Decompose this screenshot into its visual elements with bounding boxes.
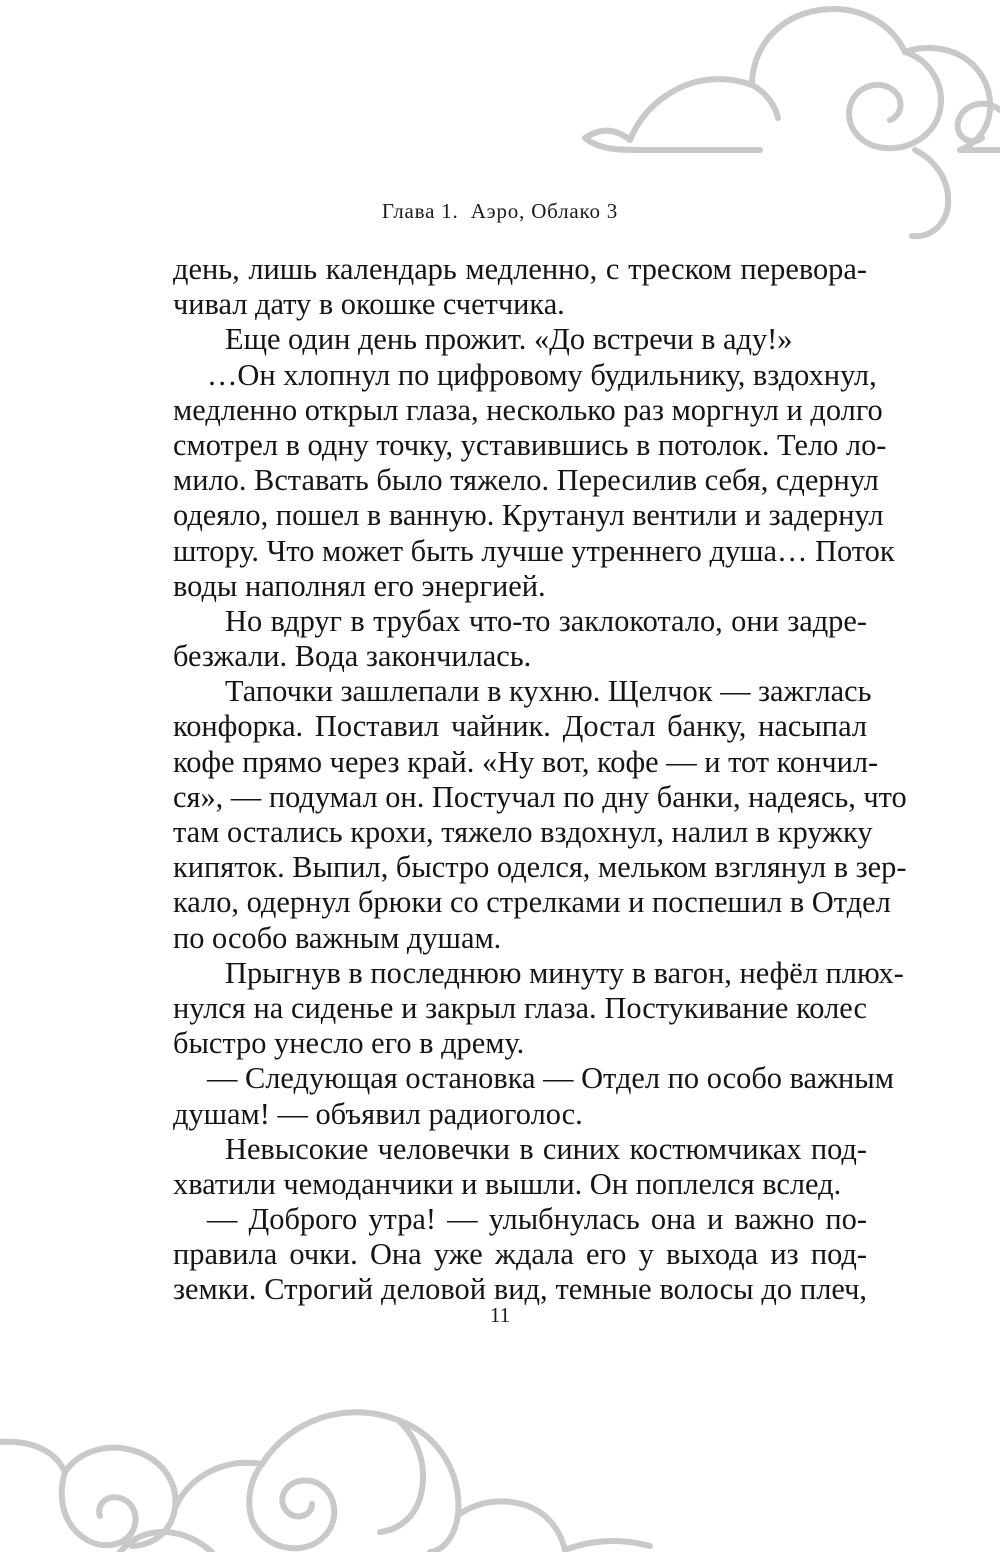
text-line: мило. Вставать было тяжело. Пересилив себя, сдернул <box>173 463 879 498</box>
text-line: кало, одернул брюки со стрелками и поспешил в Отдел <box>173 885 891 920</box>
text-line: там остались крохи, тяжело вздохнул, налил в кружку <box>173 815 873 849</box>
text-line: — Доброго утра! — улыбнулась она и важно по- <box>207 1202 867 1237</box>
text-line: смотрел в одну точку, уставившись в потолок. Тело ло- <box>173 427 887 462</box>
text-line: Тапочки зашлепали в кухню. Щелчок — зажглась <box>225 674 872 709</box>
text-line: штору. Что может быть лучше утреннего душа… Поток <box>173 533 895 568</box>
text-line: безжали. Вода закончилась. <box>173 639 532 674</box>
body-text <box>173 252 907 1308</box>
cloud-ornament-bottom-icon <box>0 1380 1000 1552</box>
page-number: 11 <box>489 1303 511 1327</box>
text-line: воды наполнял его энергией. <box>173 568 546 603</box>
text-line: медленно открыл глаза, несколько раз моргнул и долго <box>173 392 883 427</box>
text-line: душам! — объявил радиоголос. <box>173 1096 583 1131</box>
text-line: конфорка. Поставил чайник. Достал банку, насыпал <box>173 709 867 744</box>
text-line: чивал дату в окошке счетчика. <box>173 287 565 322</box>
text-line: день, лишь календарь медленно, с треском перевора- <box>173 252 867 286</box>
text-line: ся», — подумал он. Постучал по дну банки, надеясь, что <box>173 779 907 814</box>
text-line: Еще один день прожит. «До встречи в аду!» <box>225 322 793 357</box>
text-line: кофе прямо через край. «Ну вот, кофе — и тот кончил- <box>173 744 879 779</box>
text-line: правила очки. Она уже ждала его у выхода из под- <box>173 1237 867 1272</box>
text-line: по особо важным душам. <box>173 920 502 955</box>
text-line: нулся на сиденье и закрыл глаза. Постукивание колес <box>173 990 867 1025</box>
text-line: одеяло, пошел в ванную. Крутанул вентили и задернул <box>173 498 884 533</box>
text-line: кипяток. Выпил, быстро оделся, мельком взглянул в зер- <box>173 850 907 885</box>
text-line: земки. Строгий деловой вид, темные волосы до плеч, <box>173 1272 867 1307</box>
text-line: быстро унесло его в дрему. <box>173 1026 525 1061</box>
text-line: — Следующая остановка — Отдел по особо важным <box>207 1061 894 1096</box>
text-line: …Он хлопнул по цифровому будильнику, вздохнул, <box>207 357 877 392</box>
running-head: Глава 1. Аэро, Облако 3 <box>381 199 619 223</box>
text-line: Невысокие человечки в синих костюмчиках под- <box>225 1131 867 1166</box>
text-line: хватили чемоданчики и вышли. Он поплелся вслед. <box>173 1166 842 1201</box>
text-line: Но вдруг в трубах что-то заклокотало, они задре- <box>225 603 867 638</box>
text-line: Прыгнув в последнюю минуту в вагон, нефёл плюх- <box>225 955 904 990</box>
